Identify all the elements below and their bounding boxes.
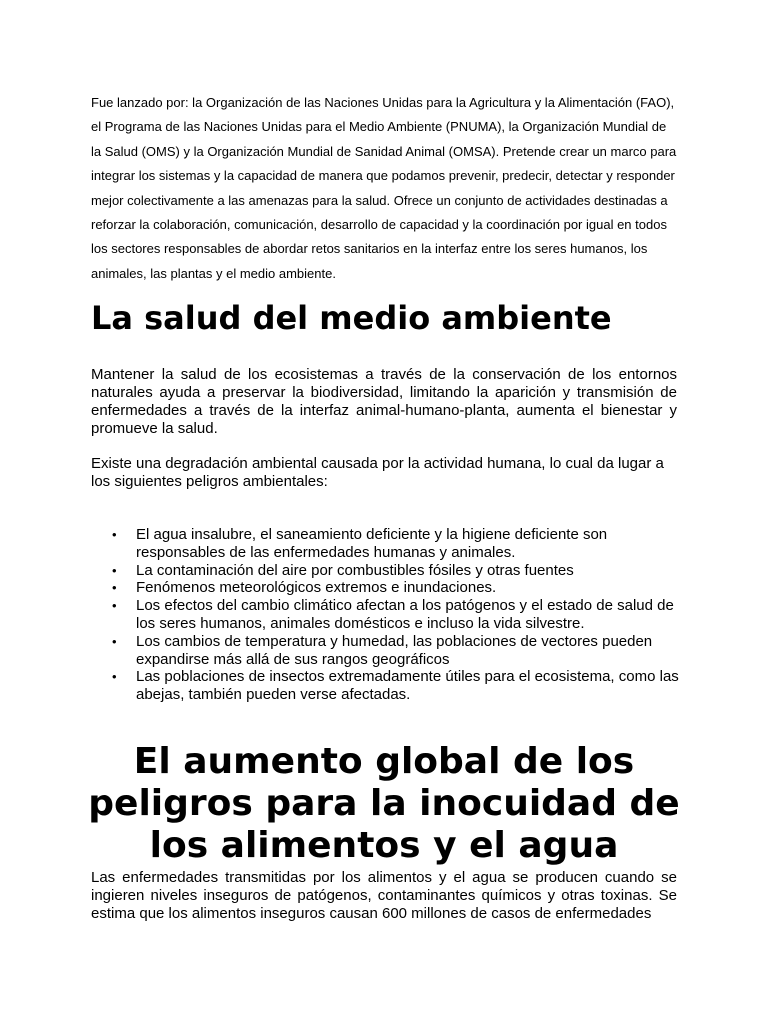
environmental-hazards-list (91, 526, 691, 704)
list-item-text: Los cambios de temperatura y humedad, las poblaciones de vectores pueden expandirse más allá de sus rangos geográficos (136, 632, 653, 668)
list-item (91, 579, 691, 597)
list-item (91, 668, 691, 704)
section-heading-environment-health: La salud del medio ambiente (91, 299, 612, 337)
list-item (91, 633, 691, 669)
list-item (91, 526, 691, 562)
list-item-text: Las poblaciones de insectos extremadamente útiles para el ecosistema, como las abejas, también pueden verse afectadas. (136, 668, 679, 704)
bullet-icon: • (112, 562, 117, 578)
bullet-icon: • (112, 580, 117, 596)
list-item-text: Los efectos del cambio climático afectan a los patógenos y el estado de salud de los seres humanos, animales domésticos e incluso la vida silvestre. (136, 597, 674, 632)
section-heading-food-water-safety: El aumento global de los peligros para la inocuidad de los alimentos y el agua (88, 741, 680, 866)
food-safety-paragraph-1: Las enfermedades transmitidas por los alimentos y el agua se producen cuando se ingieren niveles inseguros de patógenos, contaminantes químicos y otras toxinas. Se estima que los alimentos inseguros causan 600 millones de casos de enfermedades (91, 869, 677, 922)
list-item (91, 562, 691, 580)
list-item (91, 597, 691, 633)
list-item-text: El agua insalubre, el saneamiento deficiente y la higiene deficiente son responsables de las enfermedades humanas y animales. (136, 526, 608, 561)
environment-paragraph-1: Mantener la salud de los ecosistemas a través de la conservación de los entornos naturales ayuda a preservar la biodiversidad, limitando la aparición y transmisión de enfermedades a través de la interfaz animal-humano-planta, aumenta el bienestar y promueve la salud. (91, 366, 677, 437)
environment-paragraph-2: Existe una degradación ambiental causada por la actividad humana, lo cual da lugar a los siguientes peligros ambientales: (91, 455, 664, 490)
bullet-icon: • (112, 633, 117, 649)
list-item-text: Fenómenos meteorológicos extremos e inundaciones. (136, 579, 497, 597)
intro-paragraph: Fue lanzado por: la Organización de las Naciones Unidas para la Agricultura y la Alimentación (FAO), el Programa de las Naciones Unidas para el Medio Ambiente (PNUMA), la Organización Mundial de la Salud (OMS) y la Organización Mundial de Sanidad Animal (OMSA). Pretende crear un marco para integrar los sistemas y la capacidad de manera que podamos prevenir, predecir, detectar y responder mejor colectivamente a las amenazas para la salud. Ofrece un conjunto de actividades destinadas a reforzar la colaboración, comunicación, desarrollo de capacidad y la coordinación por igual en todos los sectores responsables de abordar retos sanitarios en la interfaz entre los seres humanos, los animales, las plantas y el medio ambiente. (91, 95, 677, 281)
bullet-icon: • (112, 598, 117, 614)
bullet-icon: • (112, 527, 117, 542)
bullet-icon: • (112, 669, 117, 685)
list-item-text: La contaminación del aire por combustibles fósiles y otras fuentes (136, 561, 574, 579)
